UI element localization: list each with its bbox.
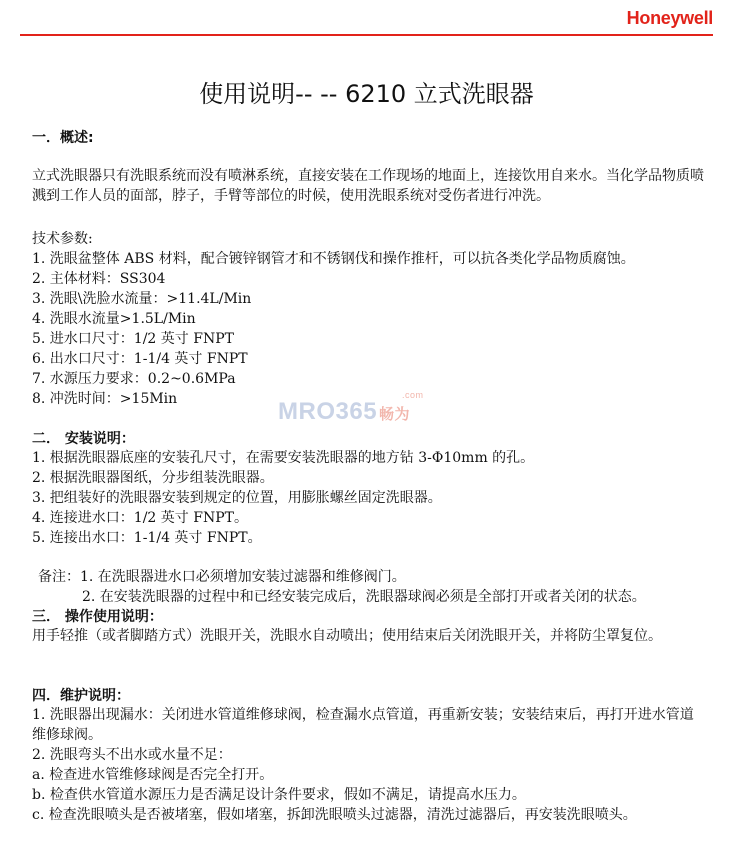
overview-paragraph: 立式洗眼器只有洗眼系统而没有喷淋系统，直接安装在工作现场的地面上，连接饮用自来水。当化学品物质喷溅到工作人员的面部，脖子，手臂等部位的时候，使用洗眼系统对受伤者进行冲洗。 — [32, 168, 704, 204]
header-rule — [20, 34, 713, 36]
mro365-watermark — [278, 390, 424, 426]
tech-item: 5. 进水口尺寸：1/2 英寸 FNPT — [32, 331, 234, 347]
section-maintenance-heading: 四．维护说明： — [32, 688, 130, 704]
section-overview-heading: 一．概述: — [32, 130, 94, 146]
tech-item: 8. 冲洗时间：>15Min — [32, 391, 178, 407]
tech-item: 3. 洗眼\洗脸水流量：>11.4L/Min — [32, 291, 252, 307]
install-item: 4. 连接进水口：1/2 英寸 FNPT。 — [32, 510, 248, 526]
maintenance-item: c. 检查洗眼喷头是否被堵塞，假如堵塞，拆卸洗眼喷头过滤器，清洗过滤器后，再安装洗眼喷头。 — [32, 807, 637, 823]
install-item: 3. 把组装好的洗眼器安装到规定的位置，用膨胀螺丝固定洗眼器。 — [32, 490, 442, 506]
tech-item: 6. 出水口尺寸：1-1/4 英寸 FNPT — [32, 351, 248, 367]
install-note-2: 2. 在安装洗眼器的过程中和已经安装完成后，洗眼器球阀必须是全部打开或者关闭的状态。 — [82, 589, 646, 605]
install-item: 2. 根据洗眼器图纸，分步组装洗眼器。 — [32, 470, 274, 486]
maintenance-item: 1. 洗眼器出现漏水：关闭进水管道维修球阀，检查漏水点管道，再重新安装；安装结束后，再打开进水管道维修球阀。 — [32, 707, 694, 743]
page-title: 使用说明-- -- 6210 立式洗眼器 — [199, 80, 534, 108]
section-install-heading: 二． 安装说明： — [32, 431, 135, 447]
section-operation-heading: 三． 操作使用说明： — [32, 609, 163, 625]
watermark-cn: 畅为 — [379, 406, 411, 423]
honeywell-logo: Honeywell — [626, 8, 713, 28]
install-item: 1. 根据洗眼器底座的安装孔尺寸，在需要安装洗眼器的地方钻 3-Φ10mm 的孔。 — [32, 450, 535, 466]
install-item: 5. 连接出水口：1-1/4 英寸 FNPT。 — [32, 530, 262, 546]
watermark-dotcom: .com — [402, 390, 424, 400]
tech-item: 4. 洗眼水流量>1.5L/Min — [32, 311, 196, 327]
tech-params-heading: 技术参数: — [32, 231, 93, 247]
watermark-text: MRO365 — [278, 398, 378, 425]
maintenance-item: 2. 洗眼弯头不出水或水量不足： — [32, 747, 232, 763]
tech-item: 2. 主体材料：SS304 — [32, 271, 166, 287]
operation-paragraph: 用手轻推（或者脚踏方式）洗眼开关，洗眼水自动喷出；使用结束后关闭洗眼开关，并将防尘罩复位。 — [32, 628, 662, 644]
install-note-1: 备注：1. 在洗眼器进水口必须增加安装过滤器和维修阀门。 — [38, 569, 406, 585]
tech-item: 7. 水源压力要求：0.2~0.6MPa — [32, 371, 236, 387]
maintenance-item: b. 检查供水管道水源压力是否满足设计条件要求，假如不满足，请提高水压力。 — [32, 787, 526, 803]
tech-item: 1. 洗眼盆整体 ABS 材料，配合镀锌钢管才和不锈钢伐和操作推杆，可以抗各类化学品物质腐蚀。 — [32, 251, 635, 267]
maintenance-item: a. 检查进水管维修球阀是否完全打开。 — [32, 767, 274, 783]
